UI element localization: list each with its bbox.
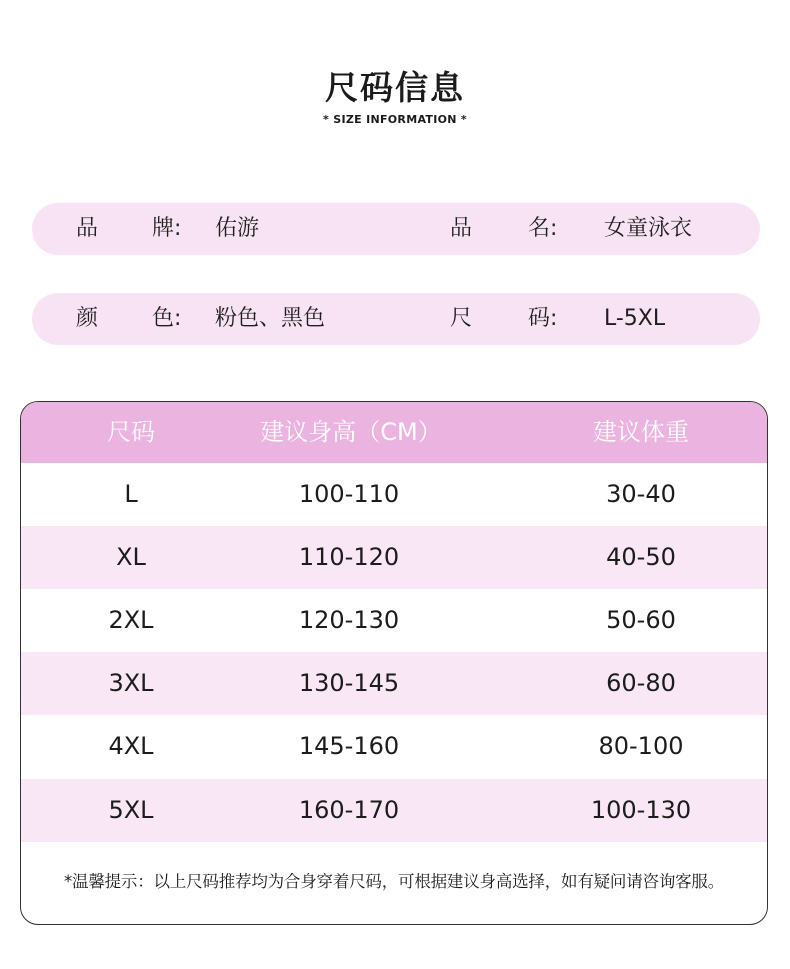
cell-height: 130-145 bbox=[298, 669, 400, 697]
info-label-size-2: 码: bbox=[528, 306, 558, 331]
header-height: 建议身高（CM） bbox=[260, 418, 442, 446]
cell-weight: 80-100 bbox=[598, 732, 684, 760]
cell-height: 160-170 bbox=[298, 796, 400, 824]
cell-height: 110-120 bbox=[298, 543, 400, 571]
info-pill-brand-name bbox=[32, 203, 760, 255]
cell-weight: 100-130 bbox=[590, 796, 692, 824]
cell-size: 5XL bbox=[108, 796, 154, 824]
page-title: 尺码信息 bbox=[325, 68, 465, 107]
cell-weight: 60-80 bbox=[606, 669, 676, 697]
cell-height: 145-160 bbox=[298, 732, 400, 760]
header-size: 尺码 bbox=[107, 418, 155, 446]
cell-size: 4XL bbox=[108, 732, 154, 760]
info-value-product: 女童泳衣 bbox=[604, 216, 693, 241]
info-label-size-1: 尺 bbox=[450, 306, 473, 331]
info-label-product-2: 名: bbox=[528, 216, 558, 241]
info-value-brand: 佑游 bbox=[215, 216, 260, 241]
size-table bbox=[20, 401, 768, 925]
page-subtitle: * SIZE INFORMATION * bbox=[323, 113, 467, 126]
table-row bbox=[21, 463, 767, 526]
cell-height: 100-110 bbox=[298, 480, 400, 508]
cell-size: L bbox=[124, 480, 138, 508]
info-label-color-1: 颜 bbox=[76, 306, 99, 331]
table-header bbox=[21, 402, 767, 463]
info-pill-color-size bbox=[32, 293, 760, 345]
table-row bbox=[21, 526, 767, 589]
info-label-brand-1: 品 bbox=[76, 216, 99, 241]
table-row bbox=[21, 652, 767, 715]
cell-weight: 30-40 bbox=[606, 480, 676, 508]
size-tip-note: *温馨提示：以上尺码推荐均为合身穿着尺码，可根据建议身高选择，如有疑问请咨询客服。 bbox=[63, 872, 725, 891]
cell-size: XL bbox=[116, 543, 146, 571]
table-row bbox=[21, 715, 767, 778]
info-value-color: 粉色、黑色 bbox=[215, 306, 326, 331]
cell-weight: 50-60 bbox=[606, 606, 676, 634]
cell-size: 2XL bbox=[108, 606, 154, 634]
table-row bbox=[21, 779, 767, 842]
info-label-product-1: 品 bbox=[450, 216, 473, 241]
cell-weight: 40-50 bbox=[606, 543, 676, 571]
info-label-brand-2: 牌: bbox=[152, 216, 182, 241]
cell-height: 120-130 bbox=[298, 606, 400, 634]
cell-size: 3XL bbox=[108, 669, 154, 697]
header-weight: 建议体重 bbox=[593, 418, 689, 446]
info-value-size: L-5XL bbox=[604, 306, 666, 331]
table-row bbox=[21, 589, 767, 652]
info-label-color-2: 色: bbox=[152, 306, 182, 331]
